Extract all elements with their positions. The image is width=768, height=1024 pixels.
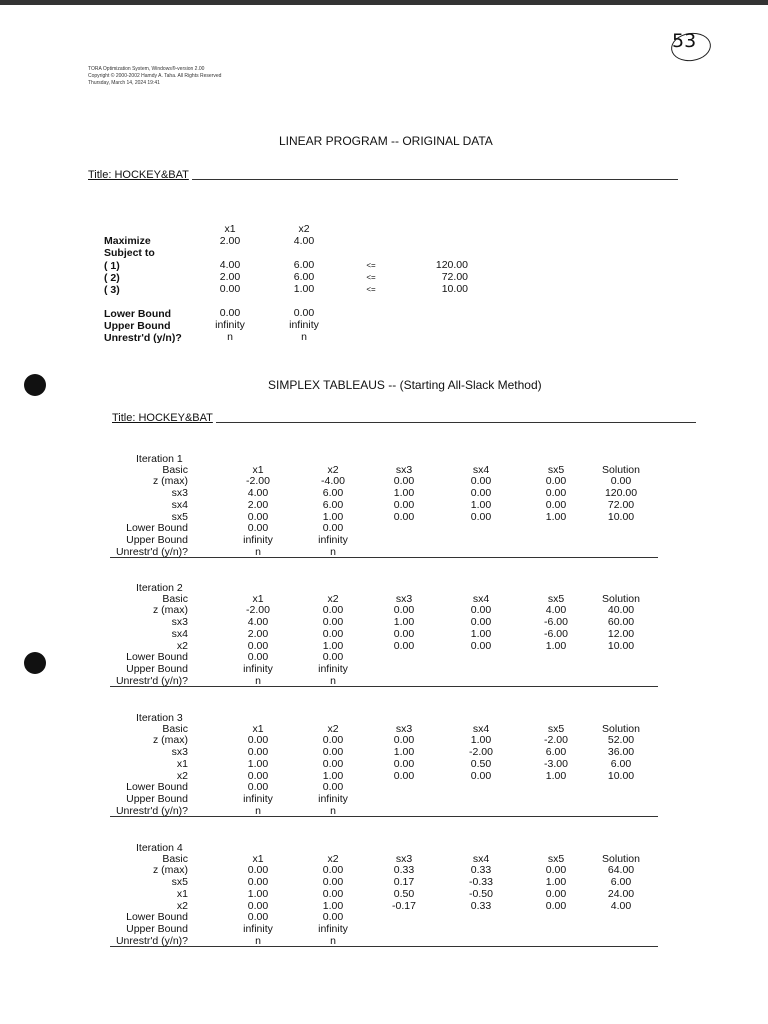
- basic-variable: sx3: [171, 746, 188, 759]
- basic-header: Basic: [162, 722, 188, 735]
- column-header-solution: Solution: [602, 463, 640, 476]
- tableau-cell: 1.00: [393, 487, 415, 500]
- tableau-cell: 1.00: [545, 769, 567, 782]
- tableau-cell: 1.00: [470, 498, 492, 511]
- bound-value: infinity: [243, 922, 273, 935]
- tableau-cell: 1.00: [545, 510, 567, 523]
- tableau-cell: 1.00: [247, 887, 269, 900]
- tableau-cell: 1.00: [247, 757, 269, 770]
- basic-variable: z (max): [153, 475, 188, 488]
- bound-value: n: [255, 804, 261, 817]
- column-header-x1: x1: [252, 852, 264, 865]
- tableau-cell: 0.00: [247, 899, 269, 912]
- tableau-cell: 0.00: [322, 734, 344, 747]
- tableau-cell: 12.00: [607, 627, 635, 640]
- bound-value: n: [330, 804, 336, 817]
- basic-variable: x2: [176, 769, 188, 782]
- basic-variable: z (max): [153, 864, 188, 877]
- tableau-cell: 0.33: [470, 899, 492, 912]
- bound-label: Lower Bound: [126, 911, 188, 924]
- tableau-cell: 0.00: [545, 899, 567, 912]
- bound-label: Unrestr'd (y/n)?: [115, 674, 188, 687]
- column-header-x2: x2: [327, 852, 339, 865]
- basic-variable: x2: [176, 899, 188, 912]
- column-header-sx4: sx4: [472, 722, 490, 735]
- basic-variable: x1: [176, 887, 188, 900]
- bound-value: n: [255, 674, 261, 687]
- bound-value: infinity: [318, 662, 348, 675]
- tableau-cell: -0.33: [469, 876, 493, 889]
- tableau-cell: 0.00: [393, 604, 415, 617]
- tableau-cell: 0.00: [470, 604, 492, 617]
- tableau-cell: 0.00: [545, 498, 567, 511]
- basic-variable: sx4: [171, 627, 188, 640]
- bound-value: 0.00: [322, 522, 344, 535]
- constraint-op: <=: [366, 261, 376, 270]
- tableau-cell: 52.00: [607, 734, 635, 747]
- simplex-title: Title: HOCKEY&BAT: [112, 412, 213, 424]
- constraint-rhs: 120.00: [435, 259, 468, 271]
- tableau-cell: 0.50: [470, 757, 492, 770]
- column-header-sx5: sx5: [547, 852, 565, 865]
- iteration-label: Iteration 1: [136, 453, 183, 465]
- bound-value: n: [255, 545, 261, 558]
- column-header-sx3: sx3: [395, 592, 413, 605]
- header-line-2: Copyright © 2000-2002 Hamdy A. Taha. All Rights Reserved: [88, 73, 222, 79]
- tableau-cell: 0.00: [393, 769, 415, 782]
- tableau-cell: 0.33: [470, 864, 492, 877]
- tableau-cell: 10.00: [607, 639, 635, 652]
- tableau-cell: 1.00: [470, 734, 492, 747]
- tableau-cell: 0.00: [470, 639, 492, 652]
- bound-label: Upper Bound: [126, 662, 188, 675]
- tableau-cell: 0.00: [322, 757, 344, 770]
- constraint-coef: 6.00: [293, 271, 315, 283]
- column-header-sx4: sx4: [472, 592, 490, 605]
- tableau-cell: 10.00: [607, 769, 635, 782]
- bound-value: 0.00: [322, 911, 344, 924]
- simplex-title-rule: [216, 422, 696, 423]
- tableau-cell: 0.00: [610, 475, 632, 488]
- tableau-cell: 4.00: [610, 899, 632, 912]
- lp-col-header: x2: [298, 223, 310, 235]
- bound-value: infinity: [318, 533, 348, 546]
- column-header-x1: x1: [252, 463, 264, 476]
- iteration-rule: [110, 686, 658, 687]
- iteration-label: Iteration 2: [136, 582, 183, 594]
- tableau-cell: 0.00: [322, 604, 344, 617]
- lp-col-header: x1: [224, 223, 236, 235]
- tableau-cell: 0.00: [322, 616, 344, 629]
- header-line-1: TORA Optimization System, Windows®-version 2.00: [88, 66, 205, 72]
- bound-value: infinity: [243, 792, 273, 805]
- constraint-coef: 4.00: [219, 259, 241, 271]
- tableau-cell: 4.00: [247, 616, 269, 629]
- bound-value: 0.00: [293, 307, 315, 319]
- tableau-cell: 4.00: [247, 487, 269, 500]
- column-header-sx3: sx3: [395, 463, 413, 476]
- basic-variable: x1: [176, 757, 188, 770]
- column-header-sx3: sx3: [395, 722, 413, 735]
- bound-value: infinity: [215, 319, 245, 331]
- tableau-cell: 0.00: [322, 627, 344, 640]
- tableau-cell: 0.00: [470, 475, 492, 488]
- tableau-cell: 0.00: [393, 734, 415, 747]
- tableau-cell: -2.00: [469, 746, 493, 759]
- constraint-coef: 0.00: [219, 283, 241, 295]
- tableau-cell: 6.00: [545, 746, 567, 759]
- tableau-cell: 0.00: [470, 510, 492, 523]
- constraint-coef: 2.00: [219, 271, 241, 283]
- tableau-cell: 0.00: [247, 769, 269, 782]
- tableau-cell: -3.00: [544, 757, 568, 770]
- iteration-rule: [110, 816, 658, 817]
- column-header-x2: x2: [327, 592, 339, 605]
- bound-label: Lower Bound: [126, 522, 188, 535]
- tableau-cell: 0.00: [247, 639, 269, 652]
- bound-value: n: [330, 545, 336, 558]
- tableau-cell: 0.00: [470, 487, 492, 500]
- tableau-cell: 0.00: [247, 734, 269, 747]
- tableau-cell: -6.00: [544, 627, 568, 640]
- tableau-cell: 10.00: [607, 510, 635, 523]
- tableau-cell: -2.00: [246, 475, 270, 488]
- tableau-cell: 0.00: [393, 639, 415, 652]
- column-header-x2: x2: [327, 722, 339, 735]
- tableau-cell: 0.00: [470, 616, 492, 629]
- bound-value: 0.00: [322, 651, 344, 664]
- bound-value: infinity: [318, 922, 348, 935]
- bound-label: Upper Bound: [126, 922, 188, 935]
- basic-variable: sx4: [171, 498, 188, 511]
- bound-label: Unrestr'd (y/n)?: [115, 545, 188, 558]
- tableau-cell: 0.00: [470, 769, 492, 782]
- tableau-cell: 6.00: [610, 876, 632, 889]
- tableau-cell: -0.50: [469, 887, 493, 900]
- lp-heading: LINEAR PROGRAM -- ORIGINAL DATA: [279, 134, 493, 148]
- tableau-cell: 0.00: [393, 627, 415, 640]
- basic-variable: z (max): [153, 734, 188, 747]
- bound-value: n: [255, 934, 261, 947]
- tableau-cell: 24.00: [607, 887, 635, 900]
- column-header-solution: Solution: [602, 722, 640, 735]
- tableau-cell: 0.00: [545, 864, 567, 877]
- tableau-cell: -2.00: [246, 604, 270, 617]
- subject-to-label: Subject to: [104, 247, 155, 259]
- tableau-cell: 0.00: [322, 864, 344, 877]
- tableau-cell: 120.00: [604, 487, 638, 500]
- column-header-sx5: sx5: [547, 722, 565, 735]
- column-header-sx5: sx5: [547, 463, 565, 476]
- iteration-rule: [110, 946, 658, 947]
- bound-label: Unrestr'd (y/n)?: [115, 804, 188, 817]
- iteration-rule: [110, 557, 658, 558]
- constraint-op: <=: [366, 273, 376, 282]
- bound-label: Lower Bound: [126, 781, 188, 794]
- tableau-cell: 0.33: [393, 864, 415, 877]
- tableau-cell: 1.00: [322, 899, 344, 912]
- basic-variable: z (max): [153, 604, 188, 617]
- column-header-x2: x2: [327, 463, 339, 476]
- tableau-cell: 6.00: [322, 498, 344, 511]
- column-header-sx4: sx4: [472, 852, 490, 865]
- bound-label: Unrestr'd (y/n)?: [104, 332, 182, 344]
- tableau-cell: 0.00: [322, 887, 344, 900]
- bound-label: Lower Bound: [126, 651, 188, 664]
- bound-value: n: [227, 331, 233, 343]
- bound-value: infinity: [289, 319, 319, 331]
- header-line-3: Thursday, March 14, 2024 19:41: [88, 80, 160, 86]
- scan-edge-bar: [0, 0, 768, 5]
- tableau-cell: 0.00: [247, 864, 269, 877]
- column-header-solution: Solution: [602, 852, 640, 865]
- objective-coef: 2.00: [219, 235, 241, 247]
- bound-value: infinity: [243, 533, 273, 546]
- column-header-solution: Solution: [602, 592, 640, 605]
- simplex-heading: SIMPLEX TABLEAUS -- (Starting All-Slack Method): [268, 378, 542, 392]
- tableau-cell: 1.00: [470, 627, 492, 640]
- tableau-cell: 1.00: [545, 639, 567, 652]
- bound-label: Unrestr'd (y/n)?: [115, 934, 188, 947]
- constraint-label: ( 3): [104, 284, 120, 296]
- bound-label: Upper Bound: [126, 792, 188, 805]
- tableau-cell: 4.00: [545, 604, 567, 617]
- tableau-cell: 1.00: [393, 746, 415, 759]
- constraint-label: ( 1): [104, 260, 120, 272]
- tableau-cell: 0.00: [393, 498, 415, 511]
- constraint-rhs: 72.00: [441, 271, 468, 283]
- tableau-cell: 60.00: [607, 616, 635, 629]
- tableau-cell: -6.00: [544, 616, 568, 629]
- tableau-cell: 0.50: [393, 887, 415, 900]
- tableau-cell: 6.00: [322, 487, 344, 500]
- basic-variable: sx5: [171, 876, 188, 889]
- iteration-label: Iteration 4: [136, 842, 183, 854]
- punch-hole-bottom: [24, 652, 46, 674]
- bound-value: 0.00: [322, 781, 344, 794]
- lp-title-rule: [192, 179, 678, 180]
- tableau-cell: 0.00: [393, 475, 415, 488]
- basic-header: Basic: [162, 852, 188, 865]
- tableau-cell: 0.00: [545, 475, 567, 488]
- basic-variable: x2: [176, 639, 188, 652]
- bound-label: Upper Bound: [126, 533, 188, 546]
- tableau-cell: 0.00: [322, 746, 344, 759]
- bound-value: 0.00: [247, 651, 269, 664]
- basic-header: Basic: [162, 592, 188, 605]
- column-header-x1: x1: [252, 722, 264, 735]
- constraint-coef: 1.00: [293, 283, 315, 295]
- constraint-coef: 6.00: [293, 259, 315, 271]
- tableau-cell: -2.00: [544, 734, 568, 747]
- tableau-cell: 0.00: [545, 887, 567, 900]
- column-header-x1: x1: [252, 592, 264, 605]
- basic-variable: sx3: [171, 487, 188, 500]
- tableau-cell: 6.00: [610, 757, 632, 770]
- tableau-cell: 0.00: [393, 510, 415, 523]
- tableau-cell: 0.17: [393, 876, 415, 889]
- column-header-sx4: sx4: [472, 463, 490, 476]
- bound-label: Lower Bound: [104, 308, 172, 320]
- bound-value: n: [301, 331, 307, 343]
- tableau-cell: 1.00: [322, 639, 344, 652]
- bound-value: infinity: [318, 792, 348, 805]
- tableau-cell: 72.00: [607, 498, 635, 511]
- bound-value: n: [330, 934, 336, 947]
- bound-value: 0.00: [219, 307, 241, 319]
- punch-hole-top: [24, 374, 46, 396]
- tableau-cell: 2.00: [247, 498, 269, 511]
- constraint-rhs: 10.00: [441, 283, 468, 295]
- tableau-cell: 0.00: [247, 876, 269, 889]
- tableau-cell: 64.00: [607, 864, 635, 877]
- constraint-label: ( 2): [104, 272, 120, 284]
- bound-label: Upper Bound: [104, 320, 171, 332]
- tableau-cell: 36.00: [607, 746, 635, 759]
- basic-header: Basic: [162, 463, 188, 476]
- bound-value: 0.00: [247, 911, 269, 924]
- column-header-sx5: sx5: [547, 592, 565, 605]
- page-number: 53: [672, 30, 697, 52]
- tableau-cell: 0.00: [393, 757, 415, 770]
- tableau-cell: 1.00: [545, 876, 567, 889]
- basic-variable: sx3: [171, 616, 188, 629]
- tableau-cell: 40.00: [607, 604, 635, 617]
- tableau-cell: 1.00: [393, 616, 415, 629]
- tableau-cell: 0.00: [545, 487, 567, 500]
- iteration-label: Iteration 3: [136, 712, 183, 724]
- tableau-cell: -4.00: [321, 475, 345, 488]
- constraint-op: <=: [366, 285, 376, 294]
- tableau-cell: 1.00: [322, 769, 344, 782]
- tableau-cell: 1.00: [322, 510, 344, 523]
- bound-value: 0.00: [247, 522, 269, 535]
- column-header-sx3: sx3: [395, 852, 413, 865]
- lp-title: Title: HOCKEY&BAT: [88, 169, 189, 181]
- tableau-cell: 0.00: [247, 510, 269, 523]
- maximize-label: Maximize: [104, 235, 151, 247]
- objective-coef: 4.00: [293, 235, 315, 247]
- bound-value: n: [330, 674, 336, 687]
- bound-value: infinity: [243, 662, 273, 675]
- tableau-cell: 2.00: [247, 627, 269, 640]
- bound-value: 0.00: [247, 781, 269, 794]
- basic-variable: sx5: [171, 510, 188, 523]
- tableau-cell: 0.00: [247, 746, 269, 759]
- tableau-cell: -0.17: [392, 899, 416, 912]
- tableau-cell: 0.00: [322, 876, 344, 889]
